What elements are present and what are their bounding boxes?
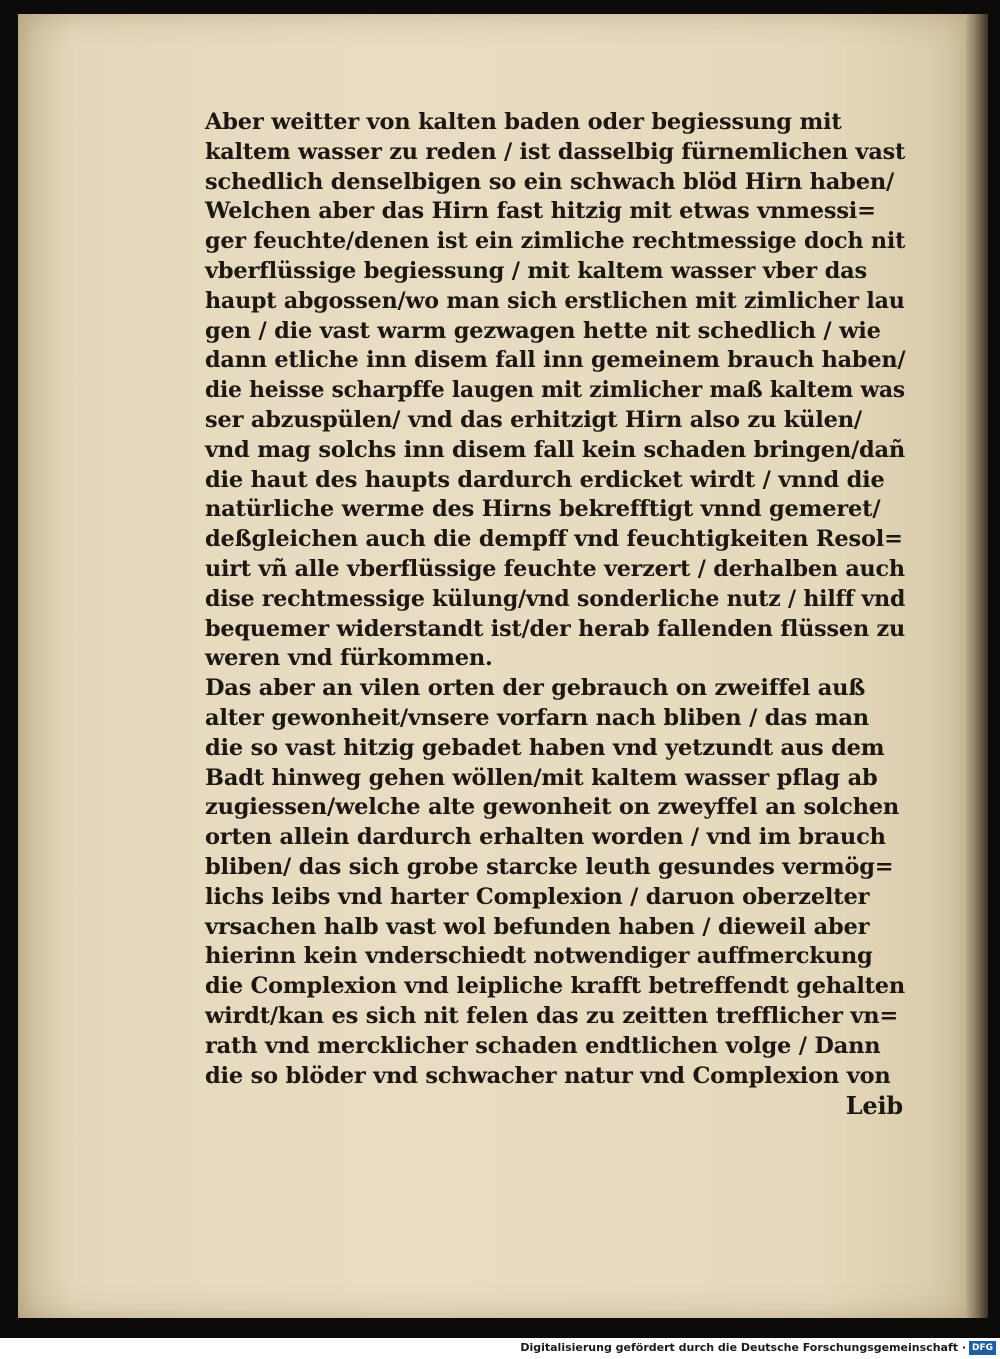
text-line: schedlich denselbigen so ein schwach blöd Hirn haben/ bbox=[205, 168, 895, 195]
text-line: Aber weitter von kalten baden oder begiessung mit bbox=[205, 109, 842, 135]
text-line: rath vnd mercklicher schaden endtlichen volge / Dann bbox=[205, 1032, 881, 1059]
text-line: ger feuchte/denen ist ein zimliche rechtmessige doch nit bbox=[205, 228, 906, 255]
text-line: lichs leibs vnd harter Complexion / daruon oberzelter bbox=[205, 883, 870, 910]
text-line: dann etliche inn disem fall inn gemeinem brauch haben/ bbox=[205, 347, 906, 374]
text-line: Badt hinweg gehen wöllen/mit kaltem wasser pflag ab bbox=[205, 764, 878, 791]
text-line: wirdt/kan es sich nit felen das zu zeitten trefflicher vn= bbox=[205, 1002, 899, 1029]
text-line: die so vast hitzig gebadet haben vnd yetzundt aus dem bbox=[205, 734, 885, 761]
text-line: vnd mag solchs inn disem fall kein schaden bringen/dañ bbox=[205, 436, 906, 463]
text-line: haupt abgossen/wo man sich erstlichen mit zimlicher lau bbox=[205, 287, 905, 314]
catchword: Leib bbox=[845, 1091, 903, 1121]
text-line: orten allein dardurch erhalten worden / vnd im brauch bbox=[205, 824, 886, 851]
text-line: vrsachen halb vast wol befunden haben / dieweil aber bbox=[205, 913, 870, 940]
text-line: ser abzuspülen/ vnd das erhitzigt Hirn also zu külen/ bbox=[205, 406, 862, 433]
text-line: gen / die vast warm gezwagen hette nit schedlich / wie bbox=[205, 317, 881, 344]
text-line: kaltem wasser zu reden / ist dasselbig fürnemlichen vast bbox=[205, 138, 906, 165]
text-line: die Complexion vnd leipliche krafft betreffendt gehalten bbox=[205, 973, 906, 1000]
page-edge-shadow bbox=[966, 14, 988, 1318]
text-line: weren vnd fürkommen. bbox=[205, 645, 493, 672]
text-line: die so blöder vnd schwacher natur vnd Complexion von bbox=[205, 1062, 891, 1089]
text-line: zugiessen/welche alte gewonheit on zweyffel an solchen bbox=[205, 794, 900, 821]
text-line: Das aber an vilen orten der gebrauch on zweiffel auß bbox=[205, 675, 866, 702]
text-line: die heisse scharpffe laugen mit zimlicher maß kaltem was bbox=[205, 377, 905, 404]
text-line: die haut des haupts dardurch erdicket wirdt / vnnd die bbox=[205, 466, 885, 493]
dfg-logo-icon: DFG bbox=[969, 1341, 996, 1355]
text-line: deßgleichen auch die dempff vnd feuchtigkeiten Resol= bbox=[205, 526, 903, 553]
text-line: bliben/ das sich grobe starcke leuth gesundes vermög= bbox=[205, 853, 894, 880]
text-line: alter gewonheit/vnsere vorfarn nach bliben / das man bbox=[205, 704, 869, 731]
text-line: vberflüssige begiessung / mit kaltem wasser vber das bbox=[205, 257, 867, 284]
text-line: hierinn kein vnderschiedt notwendiger auffmerckung bbox=[205, 943, 873, 970]
text-line: uirt vñ alle vberflüssige feuchte verzert / derhalben auch bbox=[205, 555, 905, 582]
text-line: dise rechtmessige külung/vnd sonderliche nutz / hilff vnd bbox=[205, 585, 906, 612]
text-line: bequemer widerstandt ist/der herab fallenden flüssen zu bbox=[205, 615, 906, 642]
page-text bbox=[205, 108, 905, 1123]
text-line: natürliche werme des Hirns bekrefftigt vnnd gemeret/ bbox=[205, 496, 881, 523]
catchword-row bbox=[205, 1091, 905, 1123]
text-line: Welchen aber das Hirn fast hitzig mit etwas vnmessi= bbox=[205, 198, 876, 225]
dfg-credit: Digitalisierung gefördert durch die Deutsche Forschungsgemeinschaft · bbox=[520, 1341, 966, 1354]
footer-bar bbox=[0, 1338, 1000, 1359]
